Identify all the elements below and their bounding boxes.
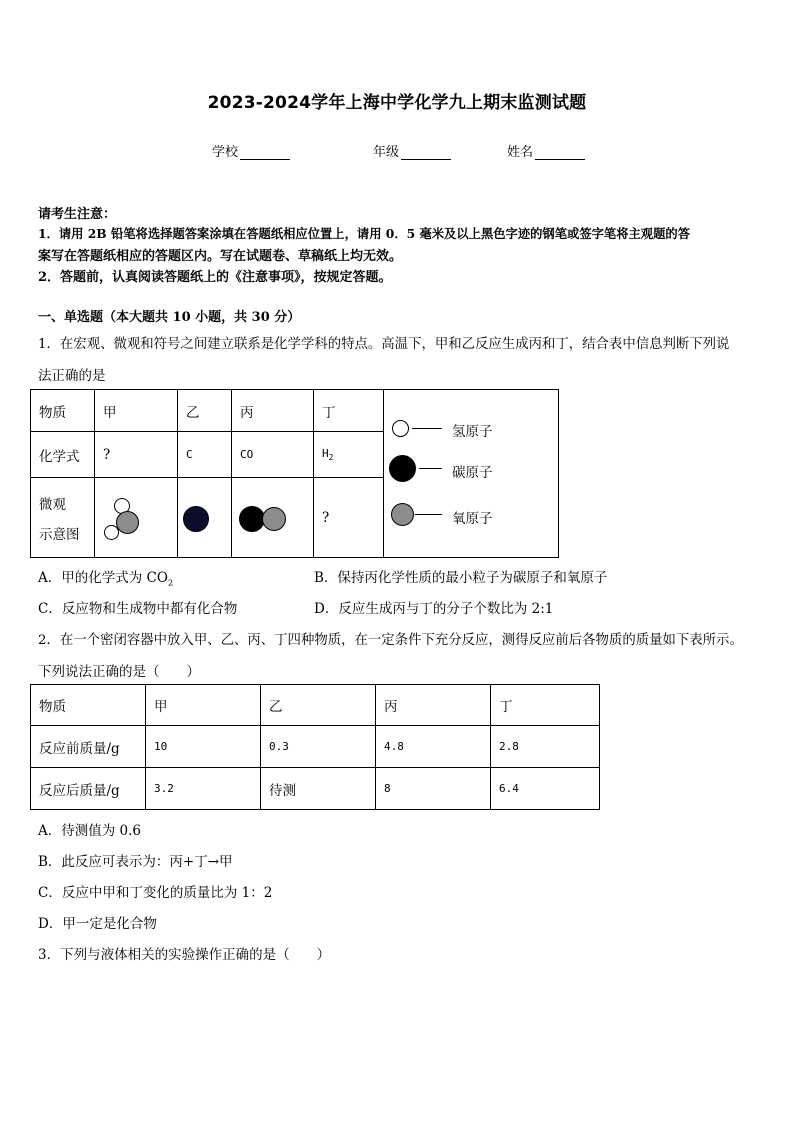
q1-cell: C bbox=[178, 432, 232, 478]
school-label: 学校 bbox=[212, 145, 239, 160]
legend-oxygen-label: 氧原子 bbox=[452, 511, 493, 527]
grade-blank bbox=[401, 145, 451, 160]
oxygen-atom bbox=[116, 511, 139, 534]
legend-hydrogen-icon bbox=[392, 420, 409, 437]
grade-label: 年级 bbox=[373, 145, 400, 160]
carbon-atom bbox=[183, 506, 209, 532]
q2-cell: 4.8 bbox=[376, 726, 491, 768]
q2-cell: 反应后质量/g bbox=[31, 768, 146, 810]
q2-option-c: C．反应中甲和丁变化的质量比为 1：2 bbox=[38, 885, 273, 901]
legend-line bbox=[419, 468, 442, 469]
q1-cell: 物质 bbox=[31, 390, 95, 432]
notice-line-1: 1．请用 2B 铅笔将选择题答案涂填在答题纸相应位置上，请用 0．5 毫米及以上黑色字迹的钢笔或签字笔将主观题的答 bbox=[38, 226, 690, 241]
q1-cell: 丙 bbox=[232, 390, 314, 432]
q2-table bbox=[30, 684, 600, 810]
q1-cell: CO bbox=[232, 432, 314, 478]
q2-option-a: A．待测值为 0.6 bbox=[38, 823, 142, 839]
oxygen-atom bbox=[262, 507, 286, 531]
q1-cell-micro bbox=[31, 478, 95, 558]
q2-option-b: B．此反应可表示为：丙+丁→甲 bbox=[38, 854, 233, 870]
page-title: 2023-2024学年上海中学化学九上期末监测试题 bbox=[207, 93, 587, 113]
q2-cell: 10 bbox=[146, 726, 261, 768]
q2-header-cell: 甲 bbox=[146, 685, 261, 726]
q1-option-a bbox=[38, 566, 173, 588]
q2-cell: 6.4 bbox=[491, 768, 600, 810]
q2-stem-line-1: 2．在一个密闭容器中放入甲、乙、丙、丁四种物质，在一定条件下充分反应，测得反应前后各物质的质量如下表所示。 bbox=[38, 633, 743, 648]
name-field bbox=[507, 141, 585, 160]
q3-stem: 3．下列与液体相关的实验操作正确的是（ ） bbox=[38, 947, 331, 963]
q1-cell-h2 bbox=[314, 432, 384, 478]
q2-option-d: D．甲一定是化合物 bbox=[38, 916, 157, 932]
q1-cell: ? bbox=[95, 432, 178, 478]
legend-carbon-label: 碳原子 bbox=[452, 465, 493, 481]
notice-line-3: 2．答题前，认真阅读答题纸上的《注意事项》，按规定答题。 bbox=[38, 270, 392, 285]
h-subscript: 2 bbox=[328, 453, 334, 463]
notice-heading: 请考生注意： bbox=[38, 207, 117, 222]
school-field bbox=[212, 141, 290, 160]
q1-option-d: D．反应生成丙与丁的分子个数比为 2:1 bbox=[314, 601, 554, 617]
q2-cell: 8 bbox=[376, 768, 491, 810]
legend-hydrogen-label: 氢原子 bbox=[452, 424, 493, 440]
q2-header-cell: 乙 bbox=[261, 685, 376, 726]
q2-cell: 待测 bbox=[261, 768, 376, 810]
q2-cell: 2.8 bbox=[491, 726, 600, 768]
notice-line-2: 案写在答题纸相应的答题区内。写在试题卷、草稿纸上均无效。 bbox=[38, 249, 403, 264]
q1-cell: 甲 bbox=[95, 390, 178, 432]
q1-option-c: C．反应物和生成物中都有化合物 bbox=[38, 601, 238, 617]
q1-cell: 化学式 bbox=[31, 432, 95, 478]
q2-header-cell: 丁 bbox=[491, 685, 600, 726]
legend-oxygen-icon bbox=[391, 503, 414, 526]
h-symbol: H bbox=[322, 446, 329, 460]
q1-cell: 乙 bbox=[178, 390, 232, 432]
q1-cell-ding-q: ? bbox=[314, 478, 384, 558]
micro-label-1: 微观 bbox=[39, 496, 66, 513]
q1-cell: 丁 bbox=[314, 390, 384, 432]
legend-line bbox=[415, 514, 442, 515]
q1-option-a-sub: 2 bbox=[167, 578, 174, 588]
q1-option-b: B．保持丙化学性质的最小粒子为碳原子和氧原子 bbox=[314, 570, 608, 586]
q2-stem-line-2: 下列说法正确的是（ ） bbox=[38, 664, 200, 680]
q2-header-cell: 物质 bbox=[31, 685, 146, 726]
q1-stem-line-1: 1．在宏观、微观和符号之间建立联系是化学学科的特点。高温下，甲和乙反应生成丙和丁，结合表中信息判断下列说 bbox=[38, 337, 730, 352]
q2-cell: 0.3 bbox=[261, 726, 376, 768]
q2-header-cell: 丙 bbox=[376, 685, 491, 726]
q1-option-a-text: A．甲的化学式为 CO bbox=[38, 570, 168, 586]
name-label: 姓名 bbox=[507, 145, 534, 160]
q2-cell: 3.2 bbox=[146, 768, 261, 810]
q2-cell: 反应前质量/g bbox=[31, 726, 146, 768]
micro-label-2: 示意图 bbox=[39, 526, 80, 543]
q1-stem-line-2: 法正确的是 bbox=[38, 368, 106, 384]
section-heading: 一、单选题（本大题共 10 小题，共 30 分） bbox=[38, 310, 301, 325]
legend-line bbox=[412, 428, 442, 429]
legend-carbon-icon bbox=[389, 455, 416, 482]
grade-field bbox=[373, 141, 451, 160]
name-blank bbox=[535, 145, 585, 160]
school-blank bbox=[240, 145, 290, 160]
